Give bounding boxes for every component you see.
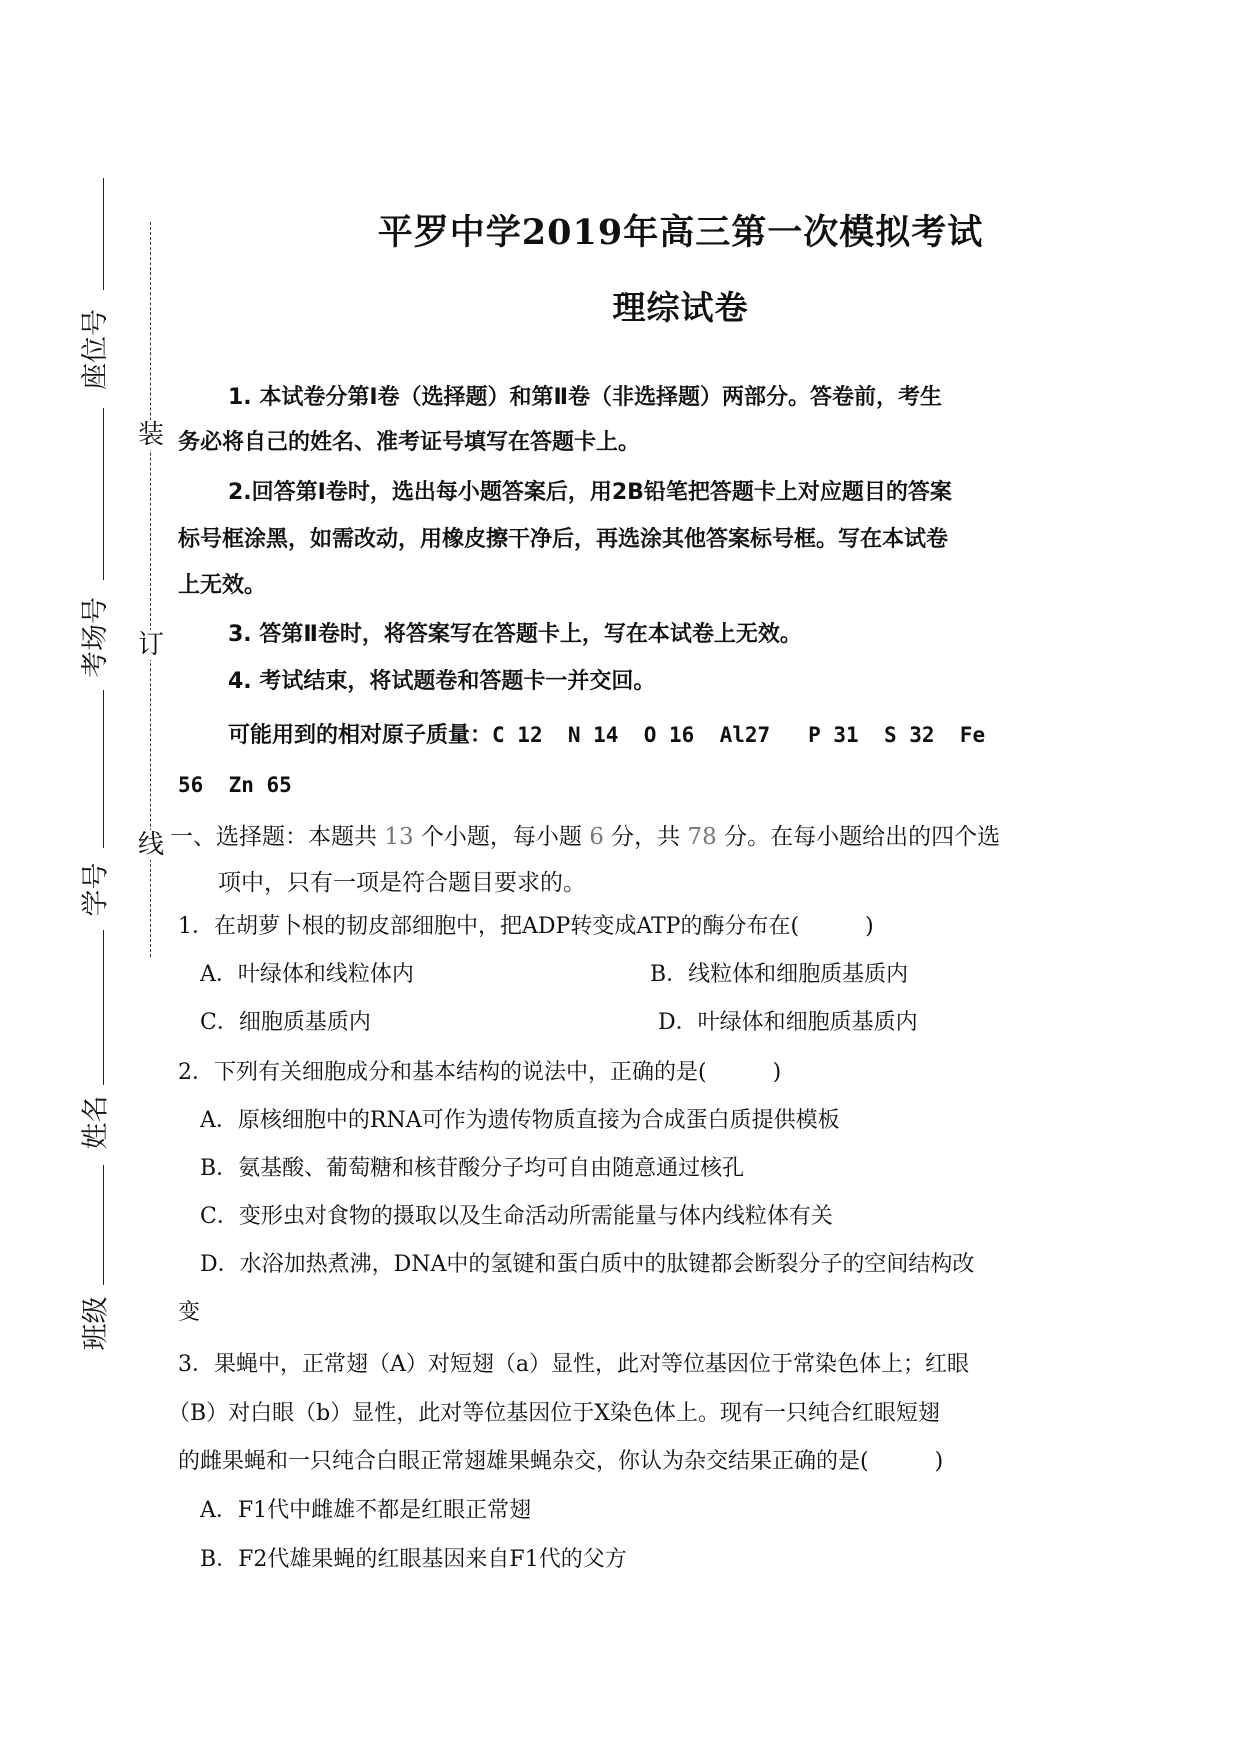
- section-heading-part: 分。在每小题给出的四个选: [724, 824, 1001, 850]
- section-heading-part: 个小题，每小题: [420, 824, 582, 850]
- points-per-question: 6: [589, 824, 604, 850]
- class-label: 班级: [80, 1296, 112, 1351]
- question-stem: 2．下列有关细胞成分和基本结构的说法中，正确的是( ): [178, 1060, 782, 1085]
- section-1-heading: [170, 822, 1000, 852]
- student-id-label: 学号: [80, 862, 112, 917]
- atomic-masses-line-2: 56 Zn 65: [178, 773, 292, 797]
- atomic-masses-values: C 12 N 14 O 16 Al27 P 31 S 32 Fe: [492, 723, 986, 747]
- section-heading-part: 一、选择题：本题共: [170, 824, 377, 850]
- name-label: 姓名: [80, 1095, 112, 1150]
- instruction-1-line-1: 1. 本试卷分第Ⅰ卷（选择题）和第Ⅱ卷（非选择题）两部分。答卷前，考生: [228, 385, 943, 410]
- option-b: B．F2代雄果蝇的红眼基因来自F1代的父方: [200, 1547, 627, 1572]
- binding-rule: [103, 930, 104, 1085]
- option-b: B．氨基酸、葡萄糖和核苷酸分子均可自由随意通过核孔: [200, 1156, 745, 1181]
- question-count: 13: [384, 824, 414, 850]
- option-d-line-1: D．水浴加热煮沸，DNA中的氢键和蛋白质中的肽键都会断裂分子的空间结构改: [200, 1252, 975, 1277]
- exam-title: 平罗中学2019年高三第一次模拟考试: [377, 212, 984, 253]
- atomic-masses-label: 可能用到的相对原子质量：: [228, 723, 493, 748]
- exam-subtitle: 理综试卷: [612, 288, 749, 327]
- section-heading-part: 分，共: [611, 824, 681, 850]
- option-d-line-2: 变: [178, 1300, 201, 1325]
- total-points: 78: [687, 824, 717, 850]
- exam-room-label: 考场号: [80, 597, 111, 678]
- option-c: C．变形虫对食物的摄取以及生命活动所需能量与体内线粒体有关: [200, 1204, 833, 1229]
- instruction-3: 3. 答第Ⅱ卷时，将答案写在答题卡上，写在本试卷上无效。: [228, 622, 802, 647]
- question-stem-line-1: 3．果蝇中，正常翅（A）对短翅（a）显性，此对等位基因位于常染色体上；红眼: [178, 1352, 970, 1377]
- binding-rule: [103, 408, 104, 580]
- binding-rule: [103, 1165, 104, 1285]
- option-d: D．叶绿体和细胞质基质内: [658, 1010, 918, 1035]
- atomic-masses-line-1: [228, 720, 985, 751]
- binding-mark-zhuang: 装: [138, 420, 165, 450]
- instruction-2-line-3: 上无效。: [178, 573, 267, 598]
- option-a: A．原核细胞中的RNA可作为遗传物质直接为合成蛋白质提供模板: [200, 1108, 840, 1133]
- seat-number-label: 座位号: [80, 309, 111, 390]
- question-stem-line-2: （B）对白眼（b）显性，此对等位基因位于X染色体上。现有一只纯合红眼短翅: [168, 1401, 940, 1426]
- option-c: C．细胞质基质内: [200, 1010, 371, 1035]
- option-a: A．叶绿体和线粒体内: [200, 962, 414, 987]
- instruction-2-line-2: 标号框涂黑，如需改动，用橡皮擦干净后，再选涂其他答案标号框。写在本试卷: [178, 527, 949, 552]
- instruction-2-line-1: 2.回答第Ⅰ卷时，选出每小题答案后，用2B铅笔把答题卡上对应题目的答案: [228, 480, 952, 505]
- option-a: A．F1代中雌雄不都是红眼正常翅: [200, 1498, 532, 1523]
- question-stem: 1．在胡萝卜根的韧皮部细胞中，把ADP转变成ATP的酶分布在( ): [178, 914, 874, 939]
- instruction-1-line-2: 务必将自己的姓名、准考证号填写在答题卡上。: [178, 430, 641, 455]
- instruction-4: 4. 考试结束，将试题卷和答题卡一并交回。: [228, 669, 656, 694]
- section-1-heading-line-2: 项中，只有一项是符合题目要求的。: [218, 870, 586, 896]
- option-b: B．线粒体和细胞质基质内: [650, 962, 909, 987]
- question-stem-line-3: 的雌果蝇和一只纯合白眼正常翅雄果蝇杂交，你认为杂交结果正确的是( ): [178, 1449, 944, 1474]
- binding-mark-ding: 订: [138, 630, 165, 660]
- binding-rule: [103, 690, 104, 848]
- binding-mark-xian: 线: [138, 830, 165, 860]
